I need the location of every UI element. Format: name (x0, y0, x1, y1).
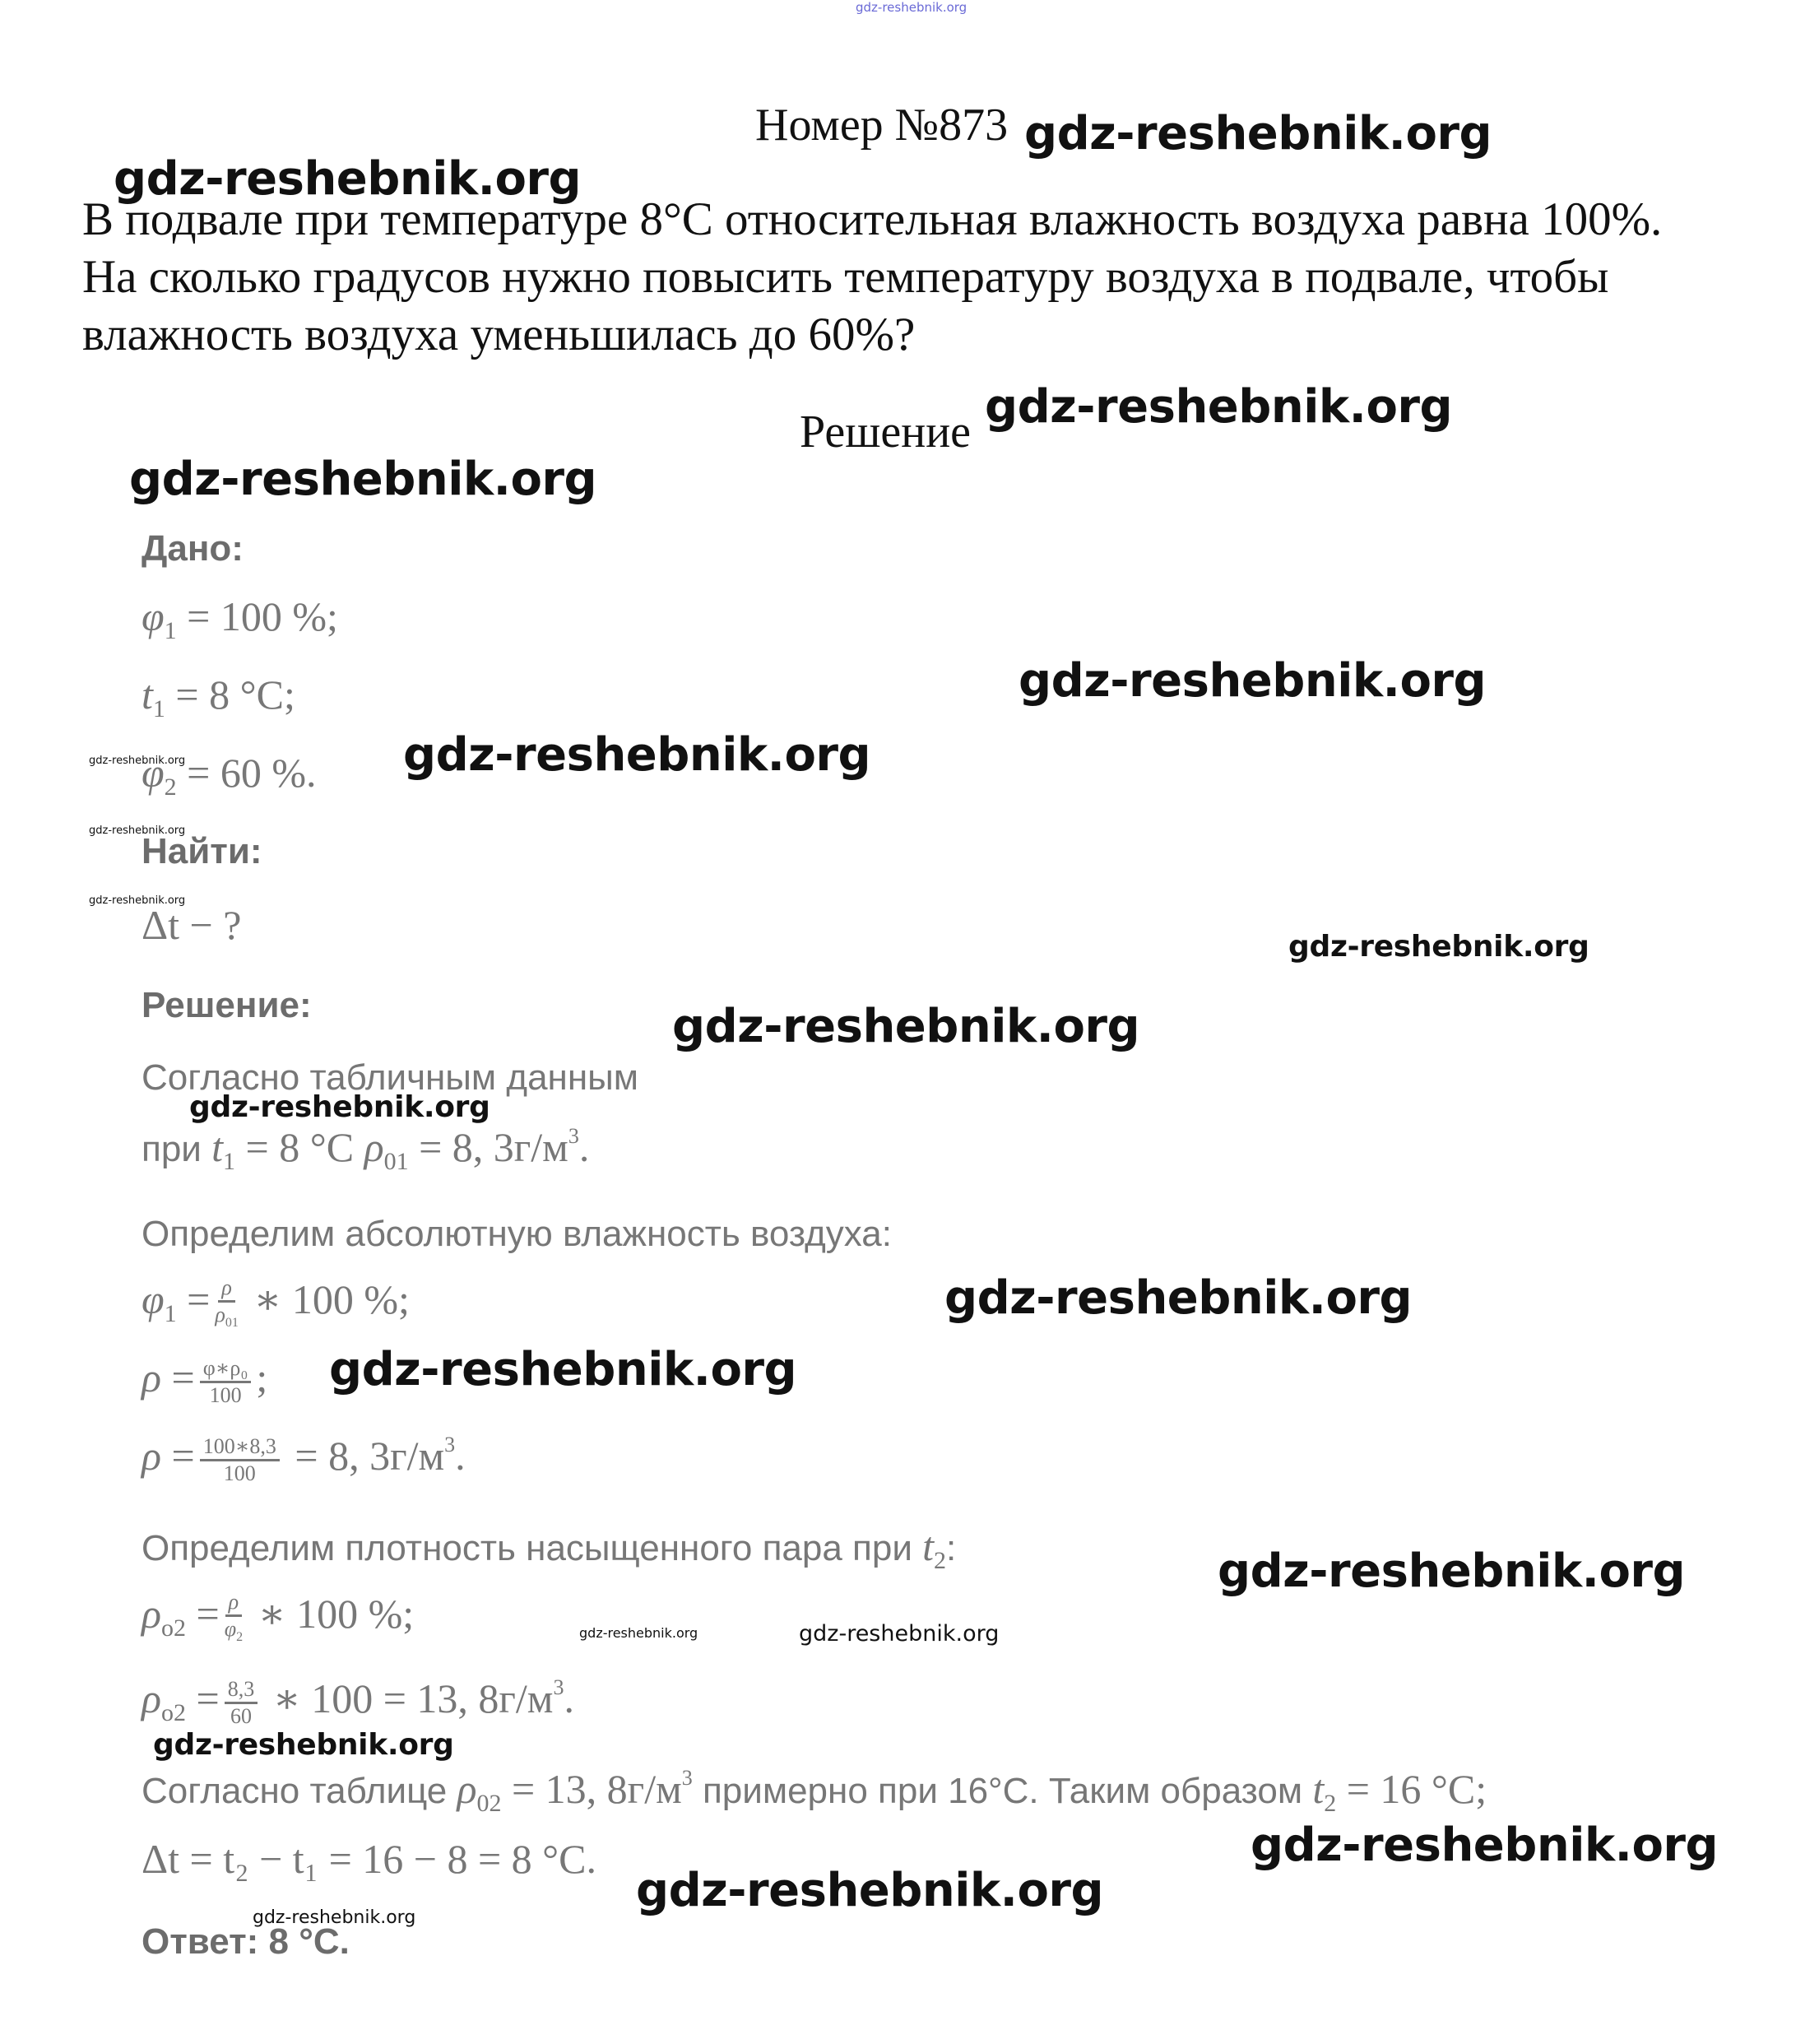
watermark: gdz-reshebnik.org (153, 1728, 454, 1762)
answer: Ответ: 8 °C. (142, 1921, 350, 1962)
find-label: Найти: (142, 831, 262, 871)
watermark: gdz-reshebnik.org (1218, 1545, 1686, 1598)
given-phi2: $\varphi_2 = 60$ %. (142, 750, 317, 801)
watermark: gdz-reshebnik.org (89, 894, 186, 907)
solution-heading: Решение (800, 406, 972, 458)
table-2-line: Согласно таблице $\rho_{02} = 13$, $8г/м^3$ примерно при 16°C. Таким образом $t_2 = 16$ °C; (142, 1766, 1487, 1817)
eq-rho: ρ = $\frac{\text{φ∗ρ₀}}{100}$ ; (142, 1354, 268, 1408)
watermark: gdz-reshebnik.org (1019, 654, 1487, 708)
find-value: Δt − ? (142, 902, 242, 948)
watermark: gdz-reshebnik.org (253, 1907, 416, 1928)
eq-rho-num: ρ = $\frac{100∗8,3}{100}$ = 8, $3г/м^3$. (142, 1433, 466, 1486)
watermark: gdz-reshebnik.org (944, 1271, 1413, 1325)
watermark: gdz-reshebnik.org (672, 1000, 1140, 1053)
watermark: gdz-reshebnik.org (1251, 1819, 1719, 1872)
table-line-2: при $t_1 = 8$ °C $\rho_{01} = 8$, $3г/м^3$. (142, 1124, 590, 1175)
eq-phi1: $\varphi_1$ = $\frac{\rho}{\rho_{01}}$ ∗ 100 %; (142, 1275, 410, 1331)
watermark: gdz-reshebnik.org (329, 1343, 797, 1396)
eq-rho02-num: $\rho_{o2}$ = $\frac{8,3}{60}$ ∗ 100 = 13, $8г/м^3$. (142, 1675, 574, 1729)
watermark: gdz-reshebnik.org (129, 453, 597, 506)
watermark: gdz-reshebnik.org (89, 755, 186, 767)
given-t1: $t_1 = 8$ °C; (142, 671, 295, 722)
given-phi1: $\varphi_1 = 100$ %; (142, 593, 338, 644)
watermark: gdz-reshebnik.org (1288, 930, 1589, 964)
table-line-1: Согласно табличным данным (142, 1057, 639, 1098)
watermark: gdz-reshebnik.org (985, 380, 1453, 434)
watermark: gdz-reshebnik.org (1024, 107, 1492, 160)
page-title: Номер №873 (755, 100, 1009, 151)
watermark-top: gdz-reshebnik.org (856, 0, 968, 15)
delta-equation: Δt = t₂ − t₁ = 16 − 8 = 8 °C. (142, 1836, 597, 1882)
watermark: gdz-reshebnik.org (114, 152, 582, 206)
problem-statement: В подвале при температуре 8°С относительная влажность воздуха равна 100%. На сколько градусов нужно повысить температуру воздуха в подвале, чтобы влажность воздуха уменьшилась до 60%? (82, 193, 1663, 360)
given-label: Дано: (142, 528, 244, 569)
solution-label: Решение: (142, 985, 312, 1025)
watermark: gdz-reshebnik.org (89, 825, 186, 837)
abs-humidity-label: Определим абсолютную влажность воздуха: (142, 1214, 892, 1254)
watermark: gdz-reshebnik.org (189, 1090, 490, 1124)
watermark: gdz-reshebnik.org (579, 1625, 698, 1641)
watermark: gdz-reshebnik.org (403, 728, 871, 782)
eq-rho02: $\rho_{o2}$ = $\frac{\rho}{\varphi_2}$ ∗ 100 %; (142, 1590, 415, 1645)
watermark: gdz-reshebnik.org (799, 1621, 1000, 1647)
watermark: gdz-reshebnik.org (636, 1864, 1104, 1917)
sat-density-label: Определим плотность насыщенного пара при $t_2$: (142, 1523, 957, 1574)
